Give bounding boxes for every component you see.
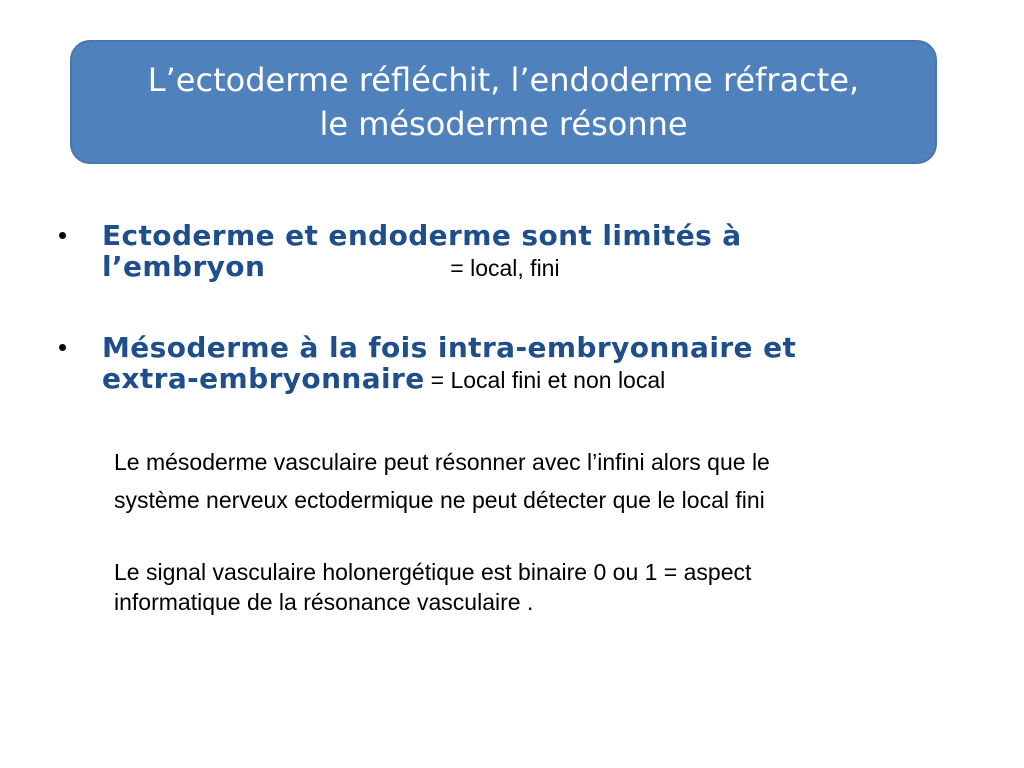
bullet-trailing-text: = Local fini et non local — [430, 367, 666, 393]
paragraph-line-2: informatique de la résonance vasculaire . — [114, 589, 534, 615]
paragraph-line-2: système nerveux ectodermique ne peut détecter que le local fini — [114, 487, 765, 513]
title-line-1: L’ectoderme réfléchit, l’endoderme réfracte, — [147, 61, 860, 99]
slide-title — [72, 58, 935, 146]
title-box — [70, 40, 937, 164]
bullet-heading-line-2 — [102, 363, 952, 396]
bullet-text — [102, 220, 952, 284]
paragraph-line-1: Le signal vasculaire holonergétique est binaire 0 ou 1 = aspect — [114, 559, 752, 585]
bullet-heading-line-2 — [102, 251, 952, 284]
bullet-text — [102, 332, 952, 396]
bullet-heading-word: extra-embryonnaire — [102, 362, 425, 395]
paragraph-line-1: Le mésoderme vasculaire peut résonner avec l’infini alors que le — [114, 449, 770, 475]
title-line-2: le mésoderme résonne — [319, 105, 688, 143]
bullet-marker: • — [58, 332, 68, 362]
paragraph-2 — [114, 557, 974, 617]
bullet-heading-word: l’embryon — [102, 250, 266, 283]
bullet-heading-line-1: Ectoderme et endoderme sont limités à — [102, 219, 742, 252]
bullet-marker: • — [58, 220, 68, 250]
bullet-heading-line-1: Mésoderme à la fois intra-embryonnaire et — [102, 331, 797, 364]
bullet-trailing-text: = local, fini — [450, 255, 560, 281]
paragraph-1 — [114, 443, 974, 519]
